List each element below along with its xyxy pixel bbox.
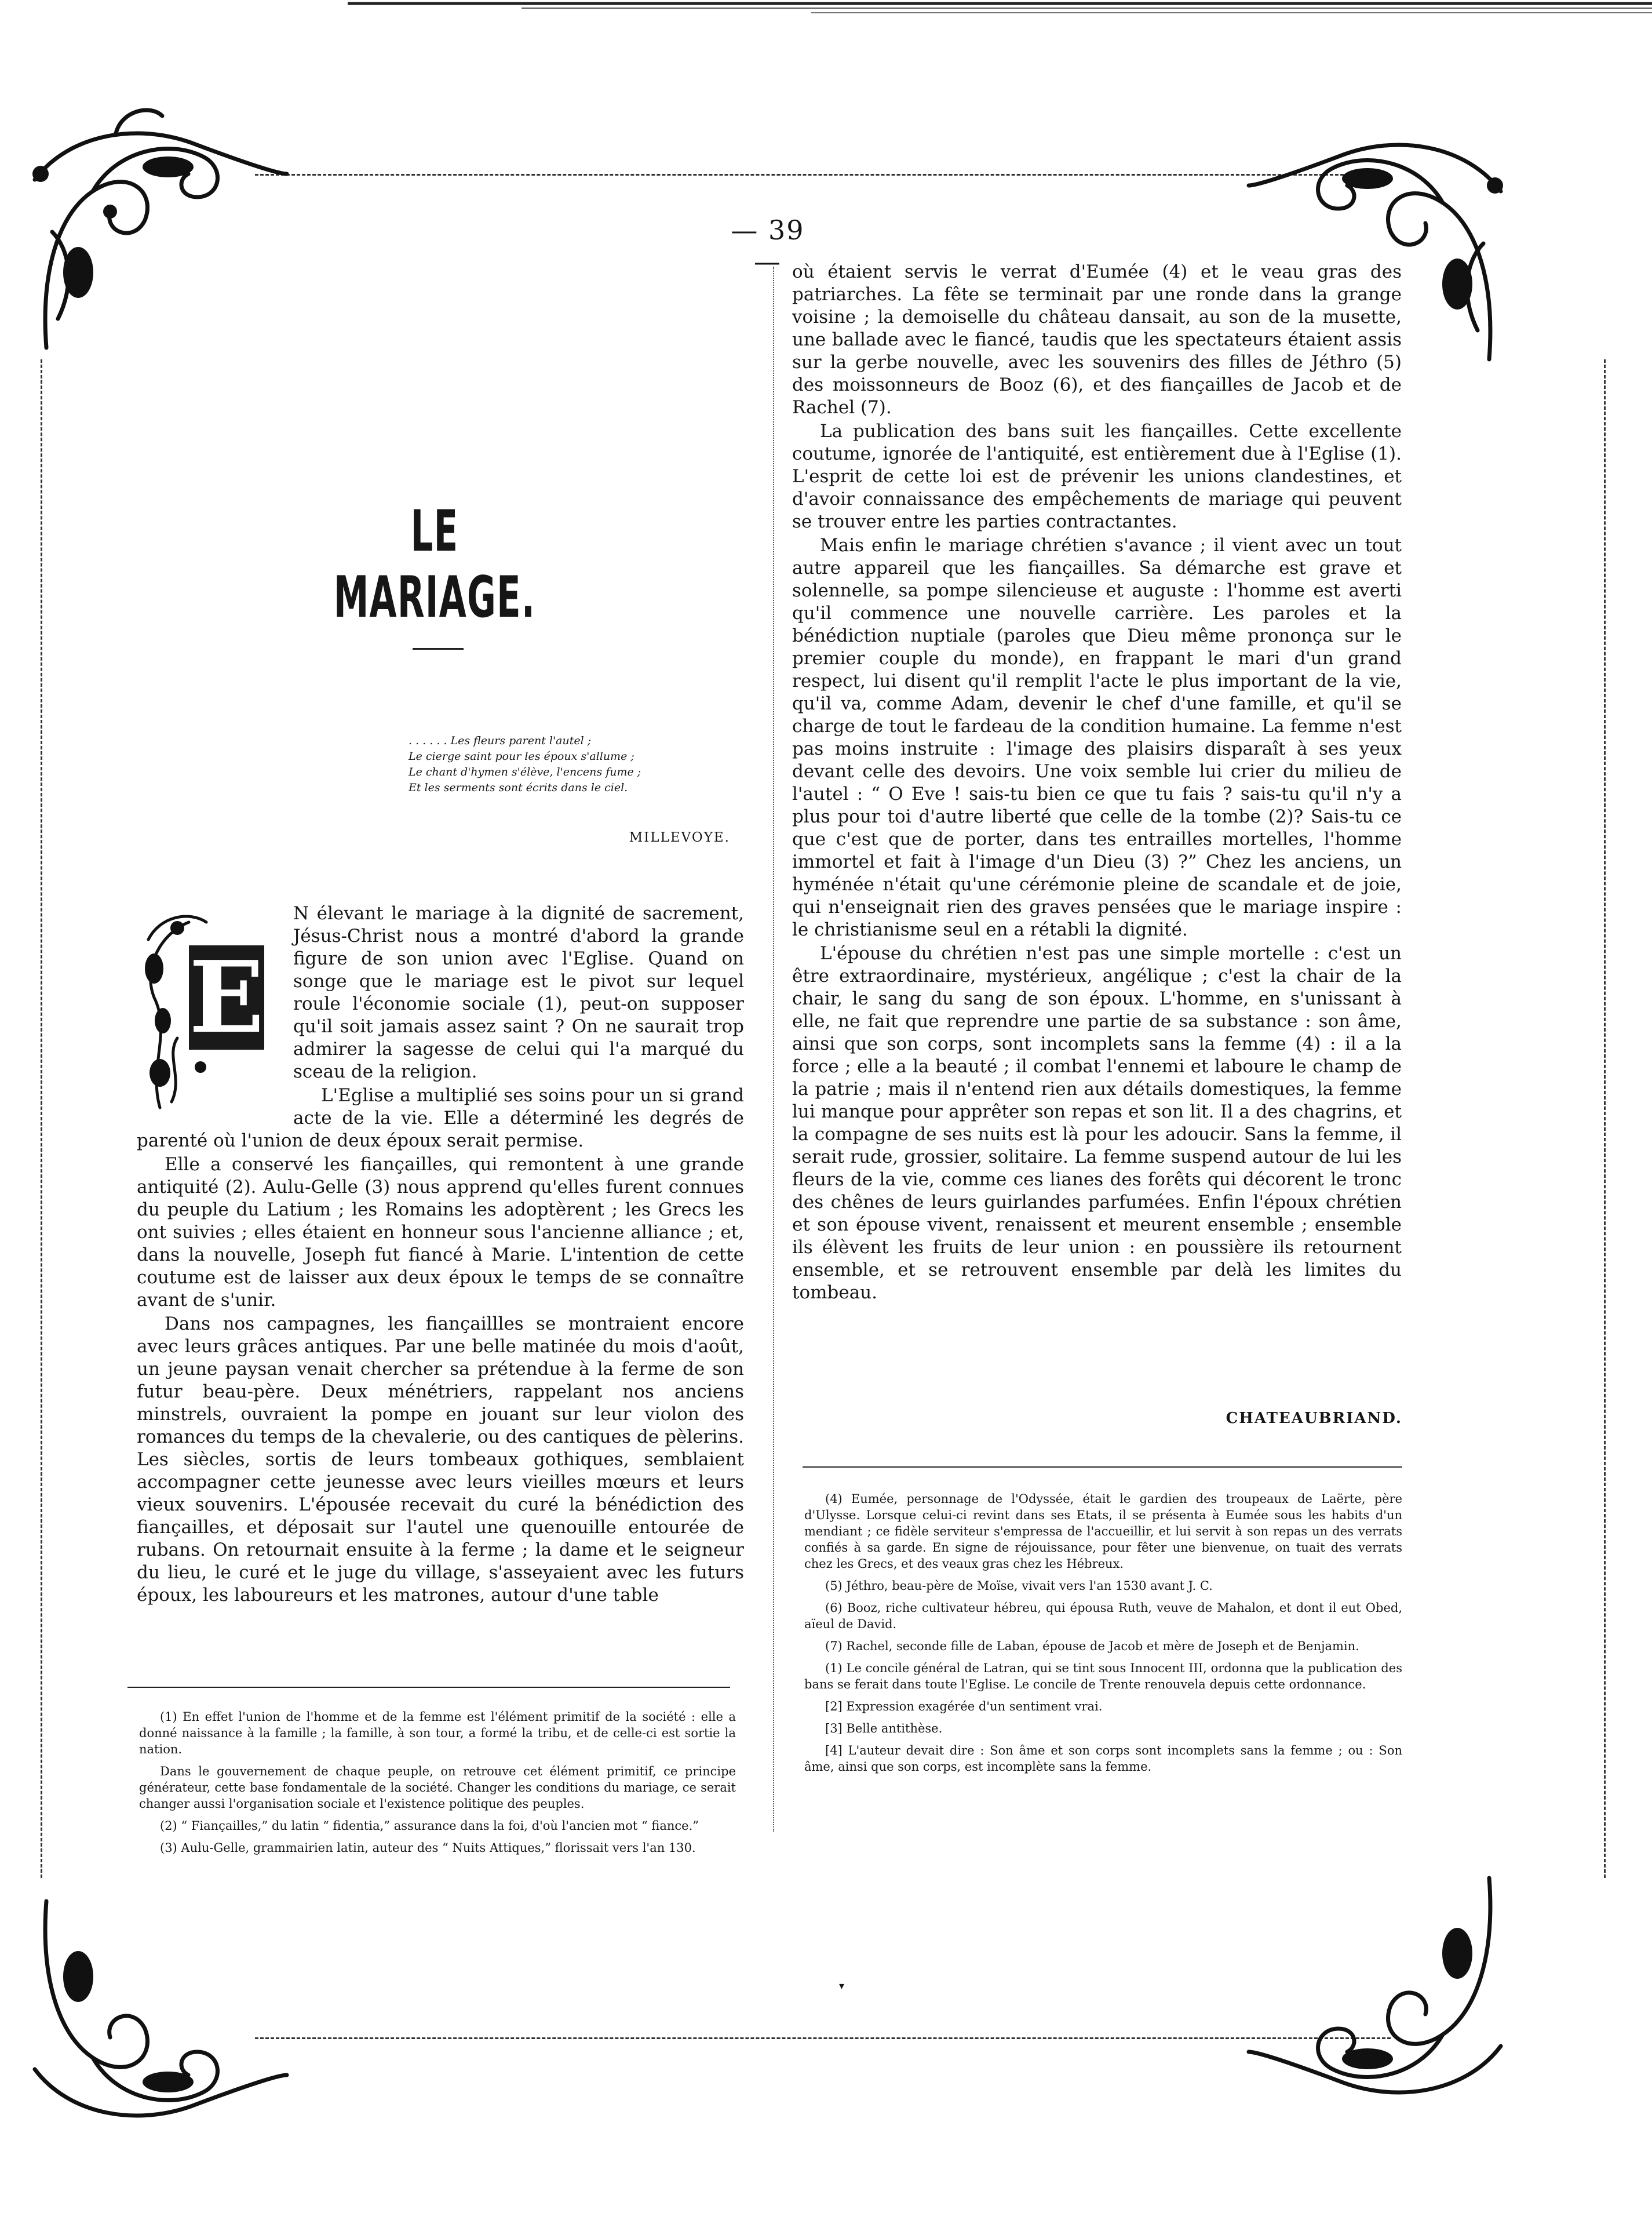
- dropcap-letter: E: [189, 940, 264, 1055]
- column-divider: [773, 267, 774, 1832]
- footnote: (5) Jéthro, beau-père de Moïse, vivait vers l'an 1530 avant J. C.: [825, 1579, 1213, 1593]
- page-number: — 39 —: [731, 214, 805, 277]
- footnote: [3] Belle antithèse.: [825, 1721, 943, 1735]
- footnote: (1) Le concile général de Latran, qui se tint sous Innocent III, ordonna que la publication des bans se ferait dans toute l'Eglise. Le concile de Trente renouvela depuis cette ordonnance.: [804, 1661, 1402, 1691]
- epigraph: [409, 733, 733, 796]
- footnote-rule: [127, 1687, 730, 1688]
- epigraph-author: MILLEVOYE.: [629, 830, 730, 845]
- paragraph: Dans nos campagnes, les fiançaillles se montraient encore avec leurs grâces antiques. Par une belle matinée du mois d'août, un jeune paysan venait chercher sa prétendue à la ferme de son futur beau-père. Deux ménétriers, rappelant nos anciens minstrels, ouvraient la pompe en jouant sur leur violon des romances du temps de la chevalerie, ou des cantiques de pèlerins. Les siècles, sortis de leurs tombeaux gothiques, semblaient accompagner cette jeunesse avec leurs vieilles mœurs et leurs vieux souvenirs. L'épousée recevait du curé la bénédiction des fiançailles, et déposait sur l'autel une quenouille entourée de rubans. On retournait ensuite à la ferme ; la dame et le seigneur du lieu, le curé et le juge du village, s'asseyaient avec les futurs époux, les laboureurs et les matrones, autour d'une table: [137, 1313, 744, 1606]
- frame-right-border: [1604, 359, 1606, 1878]
- epigraph-line: Et les serments sont écrits dans le ciel.: [409, 781, 628, 794]
- article-title: LE MARIAGE.: [333, 498, 536, 631]
- right-column: [792, 261, 1402, 1305]
- corner-ornament-icon: [23, 99, 290, 354]
- footnote: (1) En effet l'union de l'homme et de la femme est l'élément primitif de la société : elle a donné naissance à la famille ; la famille, à son tour, a formé la tribu, et de celle-ci est sortie la nation.: [139, 1710, 736, 1756]
- dropcap: [137, 905, 285, 1113]
- paragraph: Elle a conservé les fiançailles, qui remontent à une grande antiquité (2). Aulu-Gelle (3) nous apprend qu'elles furent connues du peuple du Latium ; les Romains les adoptèrent ; les Grecs les ont suivies ; elles étaient en honneur sous l'ancienne alliance ; et, dans la nouvelle, Joseph fut fiancé à Marie. L'intention de cette coutume est de laisser aux deux époux le temps de se connaître avant de s'unir.: [137, 1154, 744, 1311]
- footnote: Dans le gouvernement de chaque peuple, on retrouve cet élément primitif, ce principe générateur, cette base fondamentale de la société. Changer les conditions du mariage, ce serait changer aussi l'organisation sociale et l'existence politique des peuples.: [139, 1764, 736, 1811]
- author-signature: CHATEAUBRIAND.: [1226, 1410, 1402, 1427]
- footnote: (3) Aulu-Gelle, grammairien latin, auteur des “ Nuits Attiques,” florissait vers l'an 130.: [160, 1841, 696, 1855]
- frame-top-border: [255, 174, 1391, 176]
- footnote: [2] Expression exagérée d'un sentiment vrai.: [825, 1699, 1103, 1713]
- footnote: (7) Rachel, seconde fille de Laban, épouse de Jacob et mère de Joseph et de Benjamin.: [825, 1639, 1359, 1653]
- scan-edge-strip: [0, 0, 1652, 21]
- left-column: [137, 902, 744, 1608]
- epigraph-line: Le chant d'hymen s'élève, l'encens fume ;: [409, 766, 641, 778]
- footnote: (2) “ Fiançailles,” du latin “ fidentia,” assurance dans la foi, d'où l'ancien mot “ fiance.”: [160, 1819, 699, 1833]
- title-rule: [413, 648, 464, 650]
- footnotes-left: [139, 1709, 736, 1862]
- footnote-rule: [803, 1466, 1402, 1468]
- footnotes-right: [804, 1491, 1402, 1781]
- epigraph-line: . . . . . . Les fleurs parent l'autel ;: [409, 734, 592, 747]
- frame-left-border: [41, 359, 42, 1878]
- paragraph: Mais enfin le mariage chrétien s'avance ; il vient avec un tout autre appareil que les fiançailles. Sa démarche est grave et solennelle, sa pompe silencieuse et auguste : l'homme est averti qu'il commence une nouvelle carrière. Les paroles et la bénédiction nuptiale (paroles que Dieu même prononça sur le premier couple du monde), en frappant le mari d'un grand respect, lui disent qu'il remplit l'acte le plus important de la vie, qu'il va, comme Adam, devenir le chef d'une famille, et qu'il se charge de tout le fardeau de la condition humaine. La femme n'est pas moins instruite : l'image des plaisirs disparaît à ses yeux devant celle des devoirs. Une voix semble lui crier du milieu de l'autel : “ O Eve ! sais-tu bien ce que tu fais ? sais-tu qu'il n'y a plus pour toi d'autre liberté que celle de la tombe (2)? Sais-tu ce que c'est que de porter, dans tes entrailles mortelles, l'homme immortel et fait à l'image d'un Dieu (3) ?” Chez les anciens, un hyménée n'était qu'une cérémonie pleine de scandale et de joie, qui n'enseignait rien des graves pensées que le mariage inspire : le christianisme seul en a rétabli la dignité.: [792, 535, 1402, 940]
- paragraph: N élevant le mariage à la dignité de sacrement, Jésus-Christ nous a montré d'abord la grande figure de son union avec l'Eglise. Quand on songe que le mariage est le pivot sur lequel roule l'économie sociale (1), peut-on supposer qu'il soit jamais assez saint ? On ne saurait trop admirer la sagesse de celui qui l'a marqué du sceau de la religion.: [293, 903, 744, 1082]
- corner-ornament-icon: [23, 1895, 290, 2150]
- frame-bottom-border: [255, 2037, 1391, 2039]
- paragraph: où étaient servis le verrat d'Eumée (4) et le veau gras des patriarches. La fête se terminait par une ronde dans la grange voisine ; la demoiselle du château dansait, au son de la musette, une ballade avec le fiancé, taudis que les spectateurs étaient assis sur la gerbe nouvelle, avec les souvenirs des filles de Jéthro (5) des moissonneurs de Booz (6), et des fiançailles de Jacob et de Rachel (7).: [792, 261, 1402, 418]
- printer-mark: ▾: [839, 1980, 845, 1992]
- footnote: [4] L'auteur devait dire : Son âme et son corps sont incomplets sans la femme ; ou : Son âme, ainsi que son corps, est incomplète sans la femme.: [804, 1743, 1402, 1774]
- paragraph: L'Eglise a multiplié ses soins pour un si grand acte de la vie. Elle a déterminé les degrés de parenté où l'union de deux époux serait permise.: [137, 1085, 744, 1151]
- paragraph: La publication des bans suit les fiançailles. Cette excellente coutume, ignorée de l'antiquité, est entièrement due à l'Eglise (1). L'esprit de cette loi est de prévenir les unions clandestines, et d'avoir connaissance des empêchements de mariage qui peuvent se trouver entre les parties contractantes.: [792, 421, 1402, 532]
- paragraph: L'épouse du chrétien n'est pas une simple mortelle : c'est un être extraordinaire, mystérieux, angélique ; c'est la chair de la chair, le sang du sang de son époux. L'homme, en s'unissant à elle, ne fait que reprendre une partie de sa substance : son âme, ainsi que son corps, sont incomplets sans la femme (4) : il a la force ; elle a la beauté ; il combat l'ennemi et laboure le champ de la patrie ; mais il n'entend rien aux détails domestiques, la femme lui manque pour apprêter son repas et son lit. Il a des chagrins, et la compagne de ses nuits est là pour les adoucir. Sans la femme, il serait rude, grossier, solitaire. La femme suspend autour de lui les fleurs de la vie, comme ces lianes des forêts qui décorent le tronc des chênes de leurs guirlandes parfumées. Enfin l'époux chrétien et son épouse vivent, renaissent et meurent ensemble ; ensemble ils élèvent les fruits de leur union : en poussière ils retournent ensemble, et se retrouvent ensemble par delà les limites du tombeau.: [792, 943, 1402, 1303]
- footnote: (6) Booz, riche cultivateur hébreu, qui épousa Ruth, veuve de Mahalon, et dont il eut Obed, aïeul de David.: [804, 1601, 1402, 1631]
- footnote: (4) Eumée, personnage de l'Odyssée, était le gardien des troupeaux de Laërte, père d'Ulysse. Lorsque celui-ci revint dans ses Etats, il se présenta à Eumée sous les habits d'un mendiant ; ce fidèle serviteur s'empressa de l'accueillir, et lui servit à son repas un des verrats confiés à sa garde. En signe de réjouissance, pour fêter une bienvenue, on tuait des verrats chez les Grecs, et des veaux gras chez les Hébreux.: [804, 1492, 1402, 1571]
- corner-ornament-icon: [1246, 1872, 1512, 2127]
- epigraph-line: Le cierge saint pour les époux s'allume ;: [409, 750, 634, 763]
